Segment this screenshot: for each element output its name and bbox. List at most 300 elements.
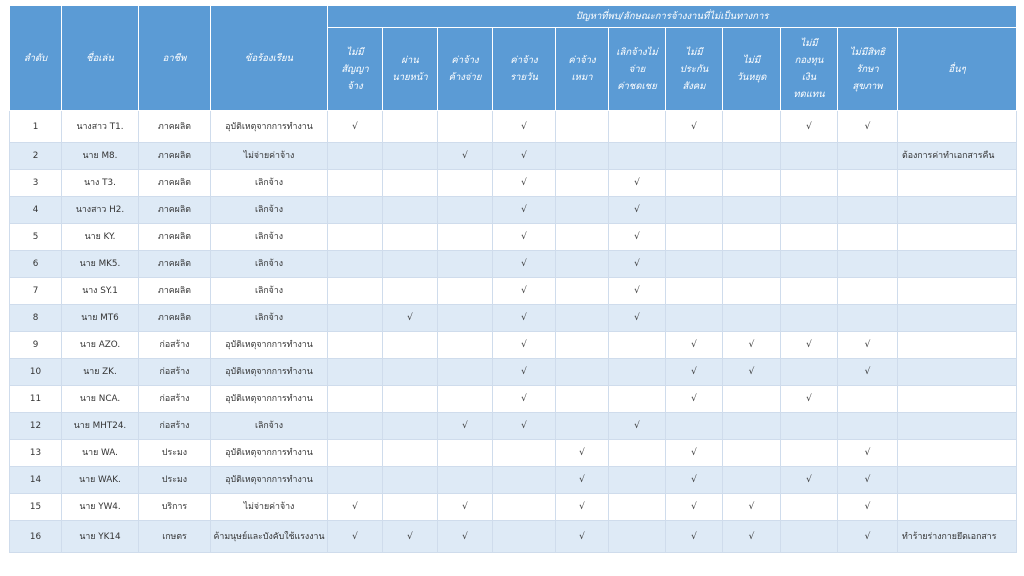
cell-job: บริการ — [139, 494, 211, 521]
cell-issue-check — [781, 251, 838, 278]
cell-issue-check — [609, 359, 666, 386]
cell-issue-check — [781, 386, 838, 413]
cell-issue-check — [838, 224, 898, 251]
header-complaint: ข้อร้องเรียน — [211, 6, 328, 111]
cell-issue-check — [609, 332, 666, 359]
cell-issue-check — [723, 197, 781, 224]
cell-name: นาย MK5. — [62, 251, 139, 278]
cell-issue-check — [666, 224, 723, 251]
table-row — [10, 413, 1017, 440]
cell-name: นาย MT6 — [62, 305, 139, 332]
cell-issue-check — [438, 251, 493, 278]
check-mark-icon: √ — [579, 448, 585, 458]
header-other: อื่นๆ — [898, 28, 1017, 111]
check-mark-icon: √ — [521, 394, 527, 404]
cell-issue-check — [328, 413, 383, 440]
table-body — [10, 111, 1017, 553]
cell-job: เกษตร — [139, 521, 211, 553]
cell-issue-check — [666, 305, 723, 332]
cell-issue-check — [383, 111, 438, 143]
cell-no: 13 — [10, 440, 62, 467]
check-mark-icon: √ — [864, 121, 871, 132]
check-mark-icon: √ — [521, 340, 527, 350]
cell-issue-check — [609, 251, 666, 278]
cell-issue-check — [723, 111, 781, 143]
cell-job: ก่อสร้าง — [139, 332, 211, 359]
header-issue: ผ่าน นายหน้า — [383, 28, 438, 111]
cell-issue-check — [838, 440, 898, 467]
cell-issue-check — [781, 494, 838, 521]
cell-issue-check — [328, 386, 383, 413]
cell-issue-check — [666, 413, 723, 440]
cell-job: ภาคผลิต — [139, 251, 211, 278]
cell-issue-check — [556, 386, 609, 413]
cell-no: 5 — [10, 224, 62, 251]
cell-issue-check — [328, 440, 383, 467]
cell-issue-check — [438, 305, 493, 332]
table-row — [10, 494, 1017, 521]
cell-issue-check — [838, 170, 898, 197]
check-mark-icon: √ — [634, 259, 640, 269]
cell-no: 3 — [10, 170, 62, 197]
cell-issue-check — [838, 278, 898, 305]
cell-complaint: อุบัติเหตุจากการทำงาน — [211, 359, 328, 386]
header-name: ชื่อเล่น — [62, 6, 139, 111]
cell-other — [898, 332, 1017, 359]
cell-issue-check — [609, 197, 666, 224]
cell-issue-check — [556, 251, 609, 278]
check-mark-icon: √ — [352, 502, 358, 512]
table-header — [10, 6, 1017, 111]
check-mark-icon: √ — [521, 151, 527, 161]
cell-complaint: อุบัติเหตุจากการทำงาน — [211, 111, 328, 143]
check-mark-icon: √ — [691, 502, 697, 512]
header-issue: ค่าจ้าง เหมา — [556, 28, 609, 111]
cell-name: นางสาว T1. — [62, 111, 139, 143]
check-mark-icon: √ — [521, 259, 527, 269]
cell-name: นาย ZK. — [62, 359, 139, 386]
header-issue-group: ปัญหาที่พบ/ลักษณะการจ้างงานที่ไม่เป็นทางการ — [328, 6, 1017, 28]
cell-issue-check — [383, 305, 438, 332]
cell-issue-check — [556, 440, 609, 467]
cell-issue-check — [438, 521, 493, 553]
cell-issue-check — [438, 143, 493, 170]
cell-other — [898, 494, 1017, 521]
complaint-table — [9, 5, 1017, 553]
cell-issue-check — [383, 224, 438, 251]
cell-no: 1 — [10, 111, 62, 143]
cell-name: นาง T3. — [62, 170, 139, 197]
cell-issue-check — [493, 305, 556, 332]
cell-issue-check — [781, 359, 838, 386]
cell-issue-check — [493, 413, 556, 440]
check-mark-icon: √ — [806, 121, 812, 132]
cell-issue-check — [723, 494, 781, 521]
cell-issue-check — [723, 251, 781, 278]
cell-issue-check — [838, 413, 898, 440]
cell-issue-check — [781, 440, 838, 467]
cell-name: นาง SY.1 — [62, 278, 139, 305]
table-row — [10, 521, 1017, 553]
cell-issue-check — [383, 440, 438, 467]
table-row — [10, 305, 1017, 332]
cell-job: ภาคผลิต — [139, 224, 211, 251]
cell-name: นาย YK14 — [62, 521, 139, 553]
cell-issue-check — [609, 170, 666, 197]
check-mark-icon: √ — [462, 502, 468, 512]
cell-issue-check — [493, 111, 556, 143]
cell-issue-check — [666, 111, 723, 143]
cell-issue-check — [438, 170, 493, 197]
table-row — [10, 143, 1017, 170]
check-mark-icon: √ — [864, 475, 871, 485]
check-mark-icon: √ — [748, 502, 755, 512]
cell-issue-check — [838, 111, 898, 143]
table-row — [10, 197, 1017, 224]
cell-issue-check — [723, 224, 781, 251]
cell-issue-check — [383, 386, 438, 413]
cell-other: ต้องการค่าทำเอกสารคืน — [898, 143, 1017, 170]
cell-issue-check — [328, 332, 383, 359]
cell-issue-check — [666, 359, 723, 386]
cell-no: 10 — [10, 359, 62, 386]
cell-issue-check — [838, 467, 898, 494]
cell-issue-check — [723, 386, 781, 413]
cell-issue-check — [438, 111, 493, 143]
header-job: อาชีพ — [139, 6, 211, 111]
cell-issue-check — [383, 494, 438, 521]
cell-issue-check — [328, 224, 383, 251]
cell-complaint: เลิกจ้าง — [211, 278, 328, 305]
cell-other — [898, 278, 1017, 305]
cell-no: 14 — [10, 467, 62, 494]
cell-complaint: เลิกจ้าง — [211, 170, 328, 197]
check-mark-icon: √ — [691, 448, 697, 458]
cell-no: 2 — [10, 143, 62, 170]
cell-issue-check — [328, 521, 383, 553]
table-row — [10, 224, 1017, 251]
check-mark-icon: √ — [864, 340, 871, 350]
cell-job: ภาคผลิต — [139, 278, 211, 305]
cell-issue-check — [666, 278, 723, 305]
check-mark-icon: √ — [407, 313, 413, 323]
cell-issue-check — [666, 467, 723, 494]
cell-issue-check — [438, 359, 493, 386]
cell-issue-check — [609, 278, 666, 305]
cell-name: นาย KY. — [62, 224, 139, 251]
cell-name: นาย WAK. — [62, 467, 139, 494]
cell-no: 9 — [10, 332, 62, 359]
header-no: ลำดับ — [10, 6, 62, 111]
cell-issue-check — [328, 359, 383, 386]
cell-issue-check — [781, 305, 838, 332]
cell-issue-check — [838, 521, 898, 553]
cell-job: ภาคผลิต — [139, 197, 211, 224]
check-mark-icon: √ — [352, 531, 358, 542]
cell-issue-check — [723, 170, 781, 197]
table-row — [10, 332, 1017, 359]
cell-issue-check — [493, 251, 556, 278]
cell-issue-check — [383, 359, 438, 386]
check-mark-icon: √ — [748, 367, 755, 377]
header-issue: ไม่มี สัญญา จ้าง — [328, 28, 383, 111]
cell-issue-check — [609, 143, 666, 170]
cell-issue-check — [723, 305, 781, 332]
cell-issue-check — [438, 278, 493, 305]
check-mark-icon: √ — [634, 313, 640, 323]
cell-name: นาย NCA. — [62, 386, 139, 413]
cell-issue-check — [723, 143, 781, 170]
check-mark-icon: √ — [691, 121, 697, 132]
cell-issue-check — [328, 494, 383, 521]
cell-issue-check — [556, 359, 609, 386]
cell-job: ภาคผลิต — [139, 111, 211, 143]
cell-issue-check — [438, 224, 493, 251]
cell-complaint: เลิกจ้าง — [211, 224, 328, 251]
cell-issue-check — [438, 386, 493, 413]
table-row — [10, 386, 1017, 413]
cell-issue-check — [493, 332, 556, 359]
cell-other — [898, 440, 1017, 467]
cell-other — [898, 251, 1017, 278]
cell-other — [898, 224, 1017, 251]
check-mark-icon: √ — [864, 448, 871, 458]
cell-job: ภาคผลิต — [139, 143, 211, 170]
check-mark-icon: √ — [462, 421, 468, 431]
check-mark-icon: √ — [864, 367, 871, 377]
cell-issue-check — [666, 440, 723, 467]
cell-issue-check — [781, 111, 838, 143]
cell-issue-check — [328, 305, 383, 332]
table-row — [10, 251, 1017, 278]
header-issue: ค่าจ้าง ค้างจ่าย — [438, 28, 493, 111]
cell-issue-check — [556, 111, 609, 143]
cell-issue-check — [556, 305, 609, 332]
cell-issue-check — [493, 170, 556, 197]
cell-issue-check — [383, 332, 438, 359]
cell-issue-check — [493, 467, 556, 494]
cell-no: 15 — [10, 494, 62, 521]
check-mark-icon: √ — [748, 340, 755, 350]
cell-other — [898, 413, 1017, 440]
cell-issue-check — [493, 278, 556, 305]
check-mark-icon: √ — [634, 205, 640, 215]
cell-job: ประมง — [139, 467, 211, 494]
table-row — [10, 359, 1017, 386]
cell-name: นาย MHT24. — [62, 413, 139, 440]
cell-no: 16 — [10, 521, 62, 553]
cell-issue-check — [781, 143, 838, 170]
check-mark-icon: √ — [691, 475, 697, 485]
cell-other: ทำร้ายร่างกายยึดเอกสาร — [898, 521, 1017, 553]
cell-issue-check — [781, 197, 838, 224]
table-row — [10, 467, 1017, 494]
cell-complaint: เลิกจ้าง — [211, 305, 328, 332]
cell-issue-check — [556, 224, 609, 251]
cell-issue-check — [556, 413, 609, 440]
cell-issue-check — [328, 467, 383, 494]
cell-issue-check — [666, 251, 723, 278]
cell-issue-check — [781, 332, 838, 359]
check-mark-icon: √ — [521, 178, 527, 188]
cell-other — [898, 111, 1017, 143]
check-mark-icon: √ — [691, 531, 697, 542]
cell-no: 4 — [10, 197, 62, 224]
cell-name: นาย WA. — [62, 440, 139, 467]
cell-complaint: อุบัติเหตุจากการทำงาน — [211, 332, 328, 359]
table-row — [10, 170, 1017, 197]
cell-other — [898, 386, 1017, 413]
cell-issue-check — [328, 143, 383, 170]
cell-issue-check — [493, 494, 556, 521]
cell-issue-check — [438, 467, 493, 494]
cell-no: 8 — [10, 305, 62, 332]
check-mark-icon: √ — [691, 394, 697, 404]
cell-no: 11 — [10, 386, 62, 413]
cell-issue-check — [556, 278, 609, 305]
check-mark-icon: √ — [864, 502, 871, 512]
header-issue: ไม่มีสิทธิ รักษา สุขภาพ — [838, 28, 898, 111]
header-issue: ไม่มี ประกัน สังคม — [666, 28, 723, 111]
cell-issue-check — [556, 494, 609, 521]
cell-issue-check — [723, 278, 781, 305]
cell-issue-check — [838, 332, 898, 359]
cell-name: นาย YW4. — [62, 494, 139, 521]
cell-issue-check — [781, 467, 838, 494]
cell-issue-check — [609, 521, 666, 553]
table-row — [10, 111, 1017, 143]
cell-issue-check — [609, 111, 666, 143]
cell-issue-check — [781, 413, 838, 440]
cell-issue-check — [383, 278, 438, 305]
check-mark-icon: √ — [634, 286, 640, 296]
cell-name: นางสาว H2. — [62, 197, 139, 224]
cell-complaint: เลิกจ้าง — [211, 251, 328, 278]
cell-issue-check — [556, 143, 609, 170]
cell-issue-check — [438, 494, 493, 521]
cell-issue-check — [838, 197, 898, 224]
cell-issue-check — [493, 143, 556, 170]
cell-issue-check — [383, 143, 438, 170]
cell-issue-check — [328, 111, 383, 143]
cell-issue-check — [493, 224, 556, 251]
cell-issue-check — [666, 386, 723, 413]
cell-issue-check — [383, 170, 438, 197]
check-mark-icon: √ — [352, 121, 358, 132]
cell-issue-check — [383, 467, 438, 494]
cell-issue-check — [493, 197, 556, 224]
cell-issue-check — [556, 467, 609, 494]
cell-complaint: เลิกจ้าง — [211, 413, 328, 440]
cell-issue-check — [556, 170, 609, 197]
cell-job: ประมง — [139, 440, 211, 467]
cell-issue-check — [723, 332, 781, 359]
cell-issue-check — [493, 440, 556, 467]
table-wrapper — [9, 5, 1016, 553]
cell-issue-check — [723, 440, 781, 467]
cell-complaint: อุบัติเหตุจากการทำงาน — [211, 386, 328, 413]
cell-issue-check — [666, 494, 723, 521]
cell-issue-check — [556, 197, 609, 224]
cell-issue-check — [328, 251, 383, 278]
check-mark-icon: √ — [579, 531, 585, 542]
check-mark-icon: √ — [806, 340, 812, 350]
check-mark-icon: √ — [634, 232, 640, 242]
cell-issue-check — [781, 521, 838, 553]
cell-complaint: อุบัติเหตุจากการทำงาน — [211, 467, 328, 494]
cell-issue-check — [781, 278, 838, 305]
cell-issue-check — [838, 386, 898, 413]
table-row — [10, 440, 1017, 467]
cell-complaint: เลิกจ้าง — [211, 197, 328, 224]
check-mark-icon: √ — [579, 475, 585, 485]
cell-name: นาย AZO. — [62, 332, 139, 359]
check-mark-icon: √ — [521, 286, 527, 296]
cell-name: นาย M8. — [62, 143, 139, 170]
cell-issue-check — [328, 278, 383, 305]
cell-issue-check — [666, 170, 723, 197]
cell-issue-check — [609, 440, 666, 467]
table-row — [10, 278, 1017, 305]
cell-issue-check — [493, 386, 556, 413]
cell-issue-check — [383, 413, 438, 440]
cell-job: ภาคผลิต — [139, 305, 211, 332]
cell-issue-check — [328, 170, 383, 197]
cell-issue-check — [328, 197, 383, 224]
check-mark-icon: √ — [521, 232, 527, 242]
cell-complaint: อุบัติเหตุจากการทำงาน — [211, 440, 328, 467]
check-mark-icon: √ — [806, 394, 812, 404]
check-mark-icon: √ — [691, 340, 697, 350]
cell-issue-check — [383, 197, 438, 224]
check-mark-icon: √ — [634, 421, 640, 431]
cell-issue-check — [838, 305, 898, 332]
cell-issue-check — [556, 521, 609, 553]
check-mark-icon: √ — [691, 367, 697, 377]
cell-complaint: ไม่จ่ายค่าจ้าง — [211, 494, 328, 521]
cell-issue-check — [556, 332, 609, 359]
cell-other — [898, 359, 1017, 386]
cell-issue-check — [609, 494, 666, 521]
cell-issue-check — [666, 332, 723, 359]
cell-issue-check — [723, 359, 781, 386]
cell-issue-check — [609, 305, 666, 332]
cell-job: ภาคผลิต — [139, 170, 211, 197]
cell-complaint: ค้ามนุษย์และบังคับใช้แรงงาน — [211, 521, 328, 553]
check-mark-icon: √ — [634, 178, 640, 188]
cell-job: ก่อสร้าง — [139, 359, 211, 386]
cell-no: 6 — [10, 251, 62, 278]
cell-issue-check — [781, 224, 838, 251]
check-mark-icon: √ — [864, 531, 871, 542]
cell-issue-check — [781, 170, 838, 197]
header-issue: เลิกจ้างไม่ จ่าย ค่าชดเชย — [609, 28, 666, 111]
cell-issue-check — [838, 494, 898, 521]
cell-other — [898, 170, 1017, 197]
check-mark-icon: √ — [748, 531, 755, 542]
check-mark-icon: √ — [521, 205, 527, 215]
cell-no: 7 — [10, 278, 62, 305]
cell-issue-check — [438, 413, 493, 440]
cell-other — [898, 305, 1017, 332]
check-mark-icon: √ — [521, 367, 527, 377]
check-mark-icon: √ — [579, 502, 585, 512]
cell-no: 12 — [10, 413, 62, 440]
check-mark-icon: √ — [521, 421, 527, 431]
cell-complaint: ไม่จ่ายค่าจ้าง — [211, 143, 328, 170]
cell-issue-check — [723, 521, 781, 553]
cell-issue-check — [383, 521, 438, 553]
